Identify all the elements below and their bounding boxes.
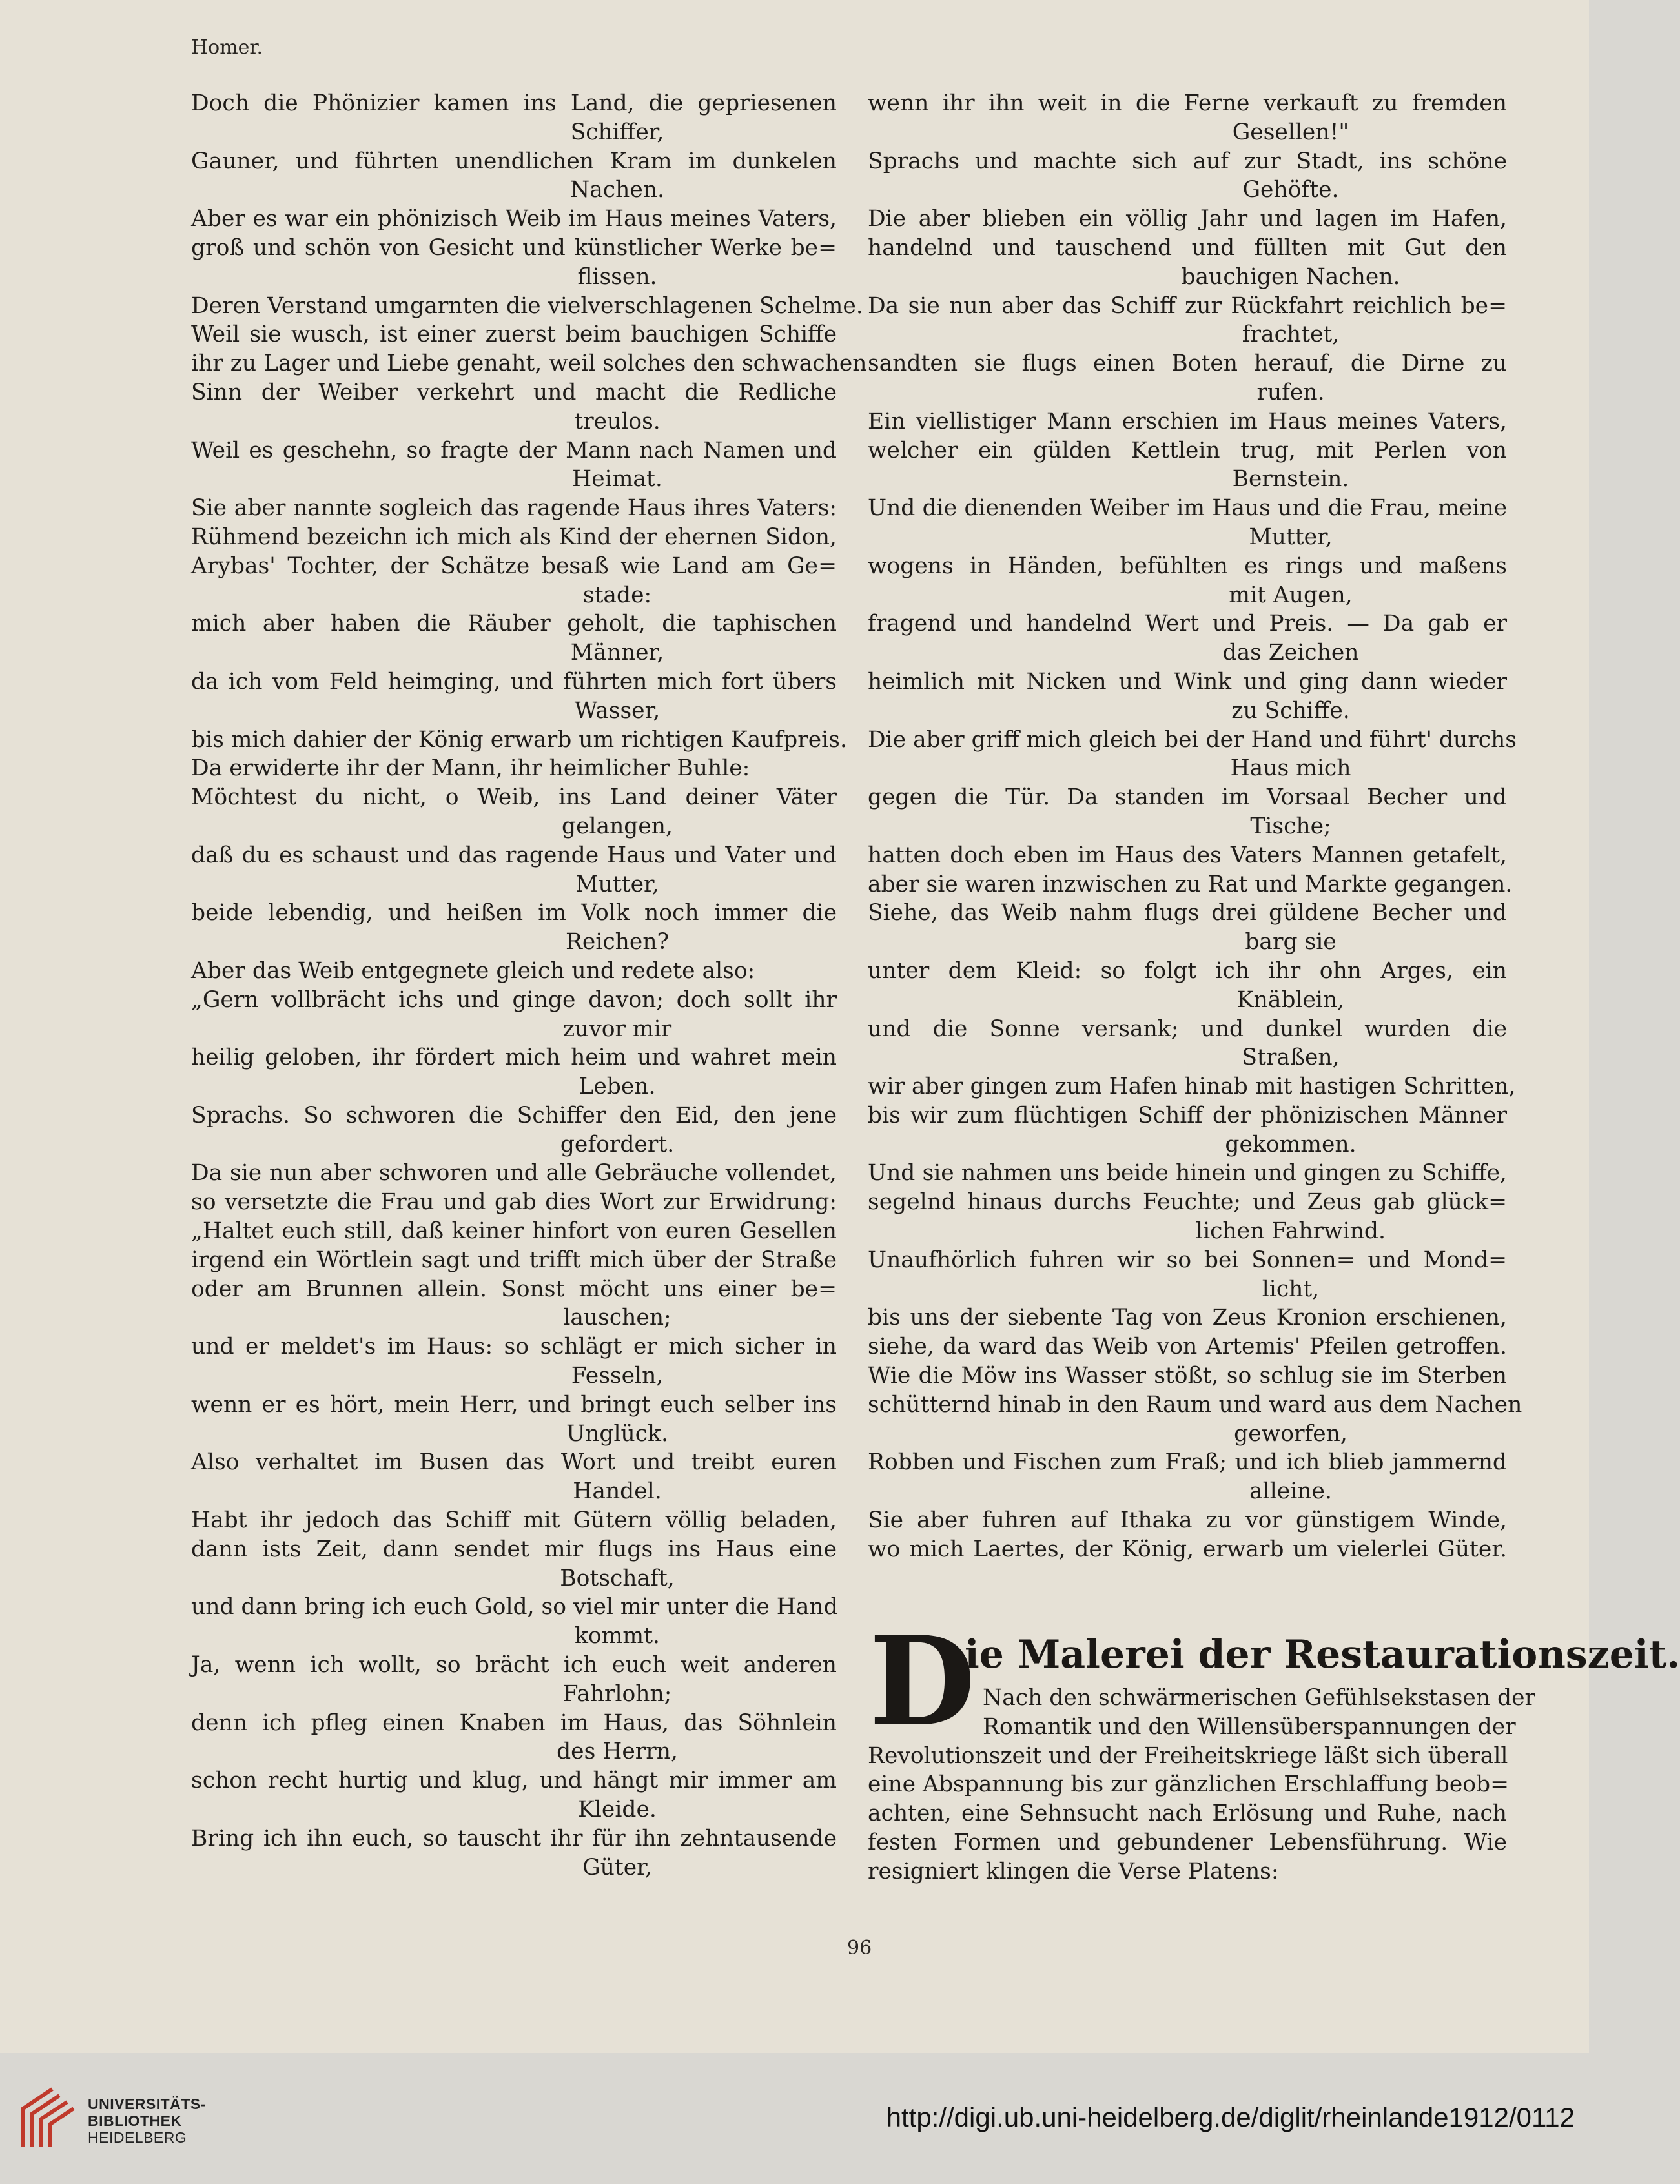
text-line: wogens in Händen, befühlten es rings und maßens: [868, 553, 1507, 579]
text-line: Da sie nun aber schworen und alle Gebräuche vollendet,: [191, 1160, 837, 1187]
text-line: wenn ihr ihn weit in die Ferne verkauft zu fremden: [868, 90, 1507, 116]
page-number: 96: [847, 1937, 872, 1959]
section-title: ie Malerei der Restaurationszeit.: [965, 1632, 1680, 1677]
text-line: bis uns der siebente Tag von Zeus Kronion erschienen,: [868, 1305, 1507, 1331]
text-line: dann ists Zeit, dann sendet mir flugs ins Haus eine: [191, 1536, 837, 1562]
text-line: Heimat.: [572, 466, 662, 493]
text-line: Ein viellistiger Mann erschien im Haus meines Vaters,: [868, 408, 1507, 434]
right-column: [868, 89, 1522, 1564]
text-line: bauchigen Nachen.: [1181, 263, 1400, 290]
text-line: Wasser,: [574, 697, 661, 724]
library-name-line-2: BIBLIOTHEK: [88, 2112, 182, 2129]
text-line: Weil es geschehn, so fragte der Mann nach Namen und: [191, 437, 837, 464]
text-line: so versetzte die Frau und gab dies Wort zur Erwidrung:: [191, 1189, 837, 1216]
text-line: Sie aber nannte sogleich das ragende Haus ihres Vaters:: [191, 495, 837, 522]
text-line: Gehöfte.: [1242, 177, 1339, 203]
text-line: Botschaft,: [560, 1565, 675, 1591]
text-line: Robben und Fischen zum Fraß; und ich blieb jammernd: [868, 1449, 1507, 1476]
text-line: Unaufhörlich fuhren wir so bei Sonnen= und Mond=: [868, 1247, 1507, 1273]
text-line: flissen.: [577, 263, 657, 290]
essay-body: [868, 1684, 1535, 1886]
text-line: gegen die Tür. Da standen im Vorsaal Becher und: [868, 784, 1507, 811]
text-line: Wie die Möw ins Wasser stößt, so schlug sie im Sterben: [868, 1363, 1507, 1389]
text-line: handelnd und tauschend und füllten mit Gut den: [868, 234, 1507, 261]
text-line: Fesseln,: [571, 1363, 664, 1389]
text-line: Güter,: [582, 1854, 652, 1881]
text-line: schütternd hinab in den Raum und ward aus dem Nachen: [868, 1391, 1522, 1418]
text-line: Aber es war ein phönizisch Weib im Haus meines Vaters,: [191, 206, 837, 232]
text-line: Deren Verstand umgarnten die vielverschlagenen Schelme.: [191, 292, 863, 319]
text-line: heimlich mit Nicken und Wink und ging dann wieder: [868, 668, 1507, 695]
text-line: Sprachs und machte sich auf zur Stadt, ins schöne: [868, 148, 1507, 174]
text-line: schon recht hurtig und klug, und hängt mir immer am: [191, 1768, 837, 1794]
text-line: Ja, wenn ich wollt, so brächt ich euch weit anderen: [191, 1652, 837, 1679]
text-line: Nach den schwärmerischen Gefühlsekstasen der: [983, 1685, 1535, 1711]
text-line: und dann bring ich euch Gold, so viel mir unter die Hand: [191, 1594, 838, 1620]
text-line: geworfen,: [1234, 1420, 1347, 1447]
text-line: Mutter,: [1249, 524, 1333, 550]
text-line: Tische;: [1250, 813, 1331, 839]
text-line: heilig geloben, ihr fördert mich heim und wahret mein: [191, 1045, 837, 1071]
text-line: Doch die Phönizier kamen ins Land, die gepriesenen: [191, 90, 837, 116]
text-line: Handel.: [573, 1478, 662, 1505]
text-line: kommt.: [575, 1623, 660, 1649]
text-line: oder am Brunnen allein. Sonst möcht uns einer be=: [191, 1276, 837, 1302]
text-line: Männer,: [570, 640, 664, 666]
text-line: Bring ich ihn euch, so tauscht ihr für ihn zehntausende: [191, 1825, 837, 1852]
text-line: Also verhaltet im Busen das Wort und treibt euren: [191, 1449, 837, 1476]
text-line: Sinn der Weiber verkehrt und macht die Redliche: [191, 379, 837, 405]
text-line: aber sie waren inzwischen zu Rat und Markte gegangen.: [868, 871, 1513, 897]
text-line: alleine.: [1249, 1478, 1332, 1505]
text-line: frachtet,: [1242, 321, 1340, 348]
text-line: mich aber haben die Räuber geholt, die taphischen: [191, 611, 837, 637]
text-line: Kleide.: [578, 1797, 657, 1823]
text-line: Da sie nun aber das Schiff zur Rückfahrt reichlich be=: [868, 292, 1507, 319]
text-line: Gauner, und führten unendlichen Kram im dunkelen: [191, 148, 837, 174]
text-line: licht,: [1262, 1276, 1320, 1302]
permalink-url[interactable]: http://digi.ub.uni-heidelberg.de/diglit/rheinlande1912/0112: [886, 2102, 1575, 2132]
text-line: Die aber blieben ein völlig Jahr und lagen im Hafen,: [868, 206, 1507, 232]
text-line: das Zeichen: [1222, 640, 1359, 666]
text-line: Rühmend bezeichn ich mich als Kind der ehernen Sidon,: [191, 524, 837, 550]
text-line: wir aber gingen zum Hafen hinab mit hastigen Schritten,: [868, 1074, 1516, 1100]
text-line: Habt ihr jedoch das Schiff mit Gütern völlig beladen,: [191, 1507, 837, 1534]
text-line: Da erwiderte ihr der Mann, ihr heimlicher Buhle:: [191, 755, 750, 782]
text-line: Sie aber fuhren auf Ithaka zu vor günstigem Winde,: [868, 1507, 1507, 1534]
text-line: denn ich pfleg einen Knaben im Haus, das Söhnlein: [191, 1709, 837, 1736]
text-line: gelangen,: [561, 813, 673, 839]
text-line: eine Abspannung bis zur gänzlichen Erschlaffung beob=: [868, 1771, 1510, 1798]
text-line: Bernstein.: [1232, 466, 1349, 493]
text-line: welcher ein gülden Kettlein trug, mit Perlen von: [868, 437, 1507, 464]
text-line: Reichen?: [565, 929, 670, 955]
text-line: gefordert.: [560, 1131, 675, 1158]
text-line: da ich vom Feld heimging, und führten mich fort übers: [191, 668, 837, 695]
text-line: und die Sonne versank; und dunkel wurden die: [868, 1015, 1507, 1042]
text-line: segelnd hinaus durchs Feuchte; und Zeus gab glück=: [868, 1189, 1507, 1216]
text-line: „Haltet euch still, daß keiner hinfort von euren Gesellen: [191, 1218, 837, 1245]
running-head: Homer.: [191, 36, 263, 59]
text-line: stade:: [582, 582, 652, 608]
text-line: Die aber griff mich gleich bei der Hand und führt' durchs: [868, 726, 1517, 753]
text-line: Mutter,: [575, 871, 659, 897]
text-line: bis mich dahier der König erwarb um richtigen Kaufpreis.: [191, 726, 847, 753]
text-line: treulos.: [574, 408, 661, 434]
text-line: „Gern vollbrächt ichs und ginge davon; doch sollt ihr: [191, 986, 837, 1013]
text-line: Arybas' Tochter, der Schätze besaß wie Land am Ge=: [191, 553, 837, 579]
text-line: fragend und handelnd Wert und Preis. — Da gab er: [868, 611, 1507, 637]
text-line: Revolutionszeit und der Freiheitskriege läßt sich überall: [868, 1742, 1508, 1769]
text-line: Haus mich: [1230, 755, 1351, 782]
university-logo-icon: [17, 2083, 79, 2154]
text-line: bis wir zum flüchtigen Schiff der phönizischen Männer: [868, 1102, 1507, 1128]
text-line: Romantik und den Willensüberspannungen der: [983, 1713, 1516, 1740]
text-line: festen Formen und gebundener Lebensführung. Wie: [868, 1829, 1507, 1855]
text-line: daß du es schaust und das ragende Haus und Vater und: [191, 842, 837, 868]
text-line: Unglück.: [566, 1420, 668, 1447]
text-line: wenn er es hört, mein Herr, und bringt euch selber ins: [191, 1391, 837, 1418]
text-line: Straßen,: [1242, 1045, 1340, 1071]
text-line: rufen.: [1256, 379, 1325, 405]
dropcap: D: [869, 1609, 976, 1753]
text-line: irgend ein Wörtlein sagt und trifft mich über der Straße: [191, 1247, 837, 1273]
text-line: zuvor mir: [562, 1015, 672, 1042]
text-line: mit Augen,: [1229, 582, 1353, 608]
text-line: wo mich Laertes, der König, erwarb um vielerlei Güter.: [868, 1536, 1507, 1562]
text-line: Knäblein,: [1236, 986, 1345, 1013]
text-line: unter dem Kleid: so folgt ich ihr ohn Arges, ein: [868, 957, 1507, 984]
text-line: siehe, da ward das Weib von Artemis' Pfeilen getroffen.: [868, 1334, 1507, 1360]
text-line: groß und schön von Gesicht und künstlicher Werke be=: [191, 234, 837, 261]
text-line: Aber das Weib entgegnete gleich und redete also:: [191, 957, 755, 984]
library-name: [88, 2096, 206, 2146]
library-name-line-1: UNIVERSITÄTS-: [88, 2096, 206, 2112]
text-line: Und sie nahmen uns beide hinein und gingen zu Schiffe,: [868, 1160, 1507, 1187]
text-line: Fahrlohn;: [562, 1680, 672, 1707]
text-line: Leben.: [579, 1074, 656, 1100]
viewer-footer: [0, 2053, 1589, 2184]
text-line: ihr zu Lager und Liebe genaht, weil solches den schwachen: [191, 351, 867, 377]
text-line: Weil sie wusch, ist einer zuerst beim bauchigen Schiffe: [191, 321, 837, 348]
left-column: [191, 89, 867, 1882]
text-line: zu Schiffe.: [1231, 697, 1350, 724]
text-line: Nachen.: [570, 177, 664, 203]
text-line: lichen Fahrwind.: [1196, 1218, 1386, 1245]
text-line: barg sie: [1245, 929, 1337, 955]
text-line: Und die dienenden Weiber im Haus und die Frau, meine: [868, 495, 1507, 522]
text-line: Sprachs. So schworen die Schiffer den Eid, den jene: [191, 1102, 837, 1128]
text-line: Schiffer,: [570, 119, 664, 145]
text-line: Siehe, das Weib nahm flugs drei güldene Becher und: [868, 900, 1507, 926]
library-name-line-3: HEIDELBERG: [88, 2129, 187, 2146]
text-line: beide lebendig, und heißen im Volk noch immer die: [191, 900, 837, 926]
text-line: sandten sie flugs einen Boten herauf, die Dirne zu: [868, 351, 1507, 377]
text-line: achten, eine Sehnsucht nach Erlösung und Ruhe, nach: [868, 1801, 1507, 1827]
text-line: des Herrn,: [557, 1739, 678, 1765]
text-line: Gesellen!": [1232, 119, 1349, 145]
text-line: lauschen;: [563, 1305, 671, 1331]
text-line: gekommen.: [1225, 1131, 1357, 1158]
text-line: Möchtest du nicht, o Weib, ins Land deiner Väter: [191, 784, 837, 811]
text-line: und er meldet's im Haus: so schlägt er mich sicher in: [191, 1334, 837, 1360]
text-line: hatten doch eben im Haus des Vaters Mannen getafelt,: [868, 842, 1507, 868]
text-line: resigniert klingen die Verse Platens:: [868, 1858, 1279, 1884]
